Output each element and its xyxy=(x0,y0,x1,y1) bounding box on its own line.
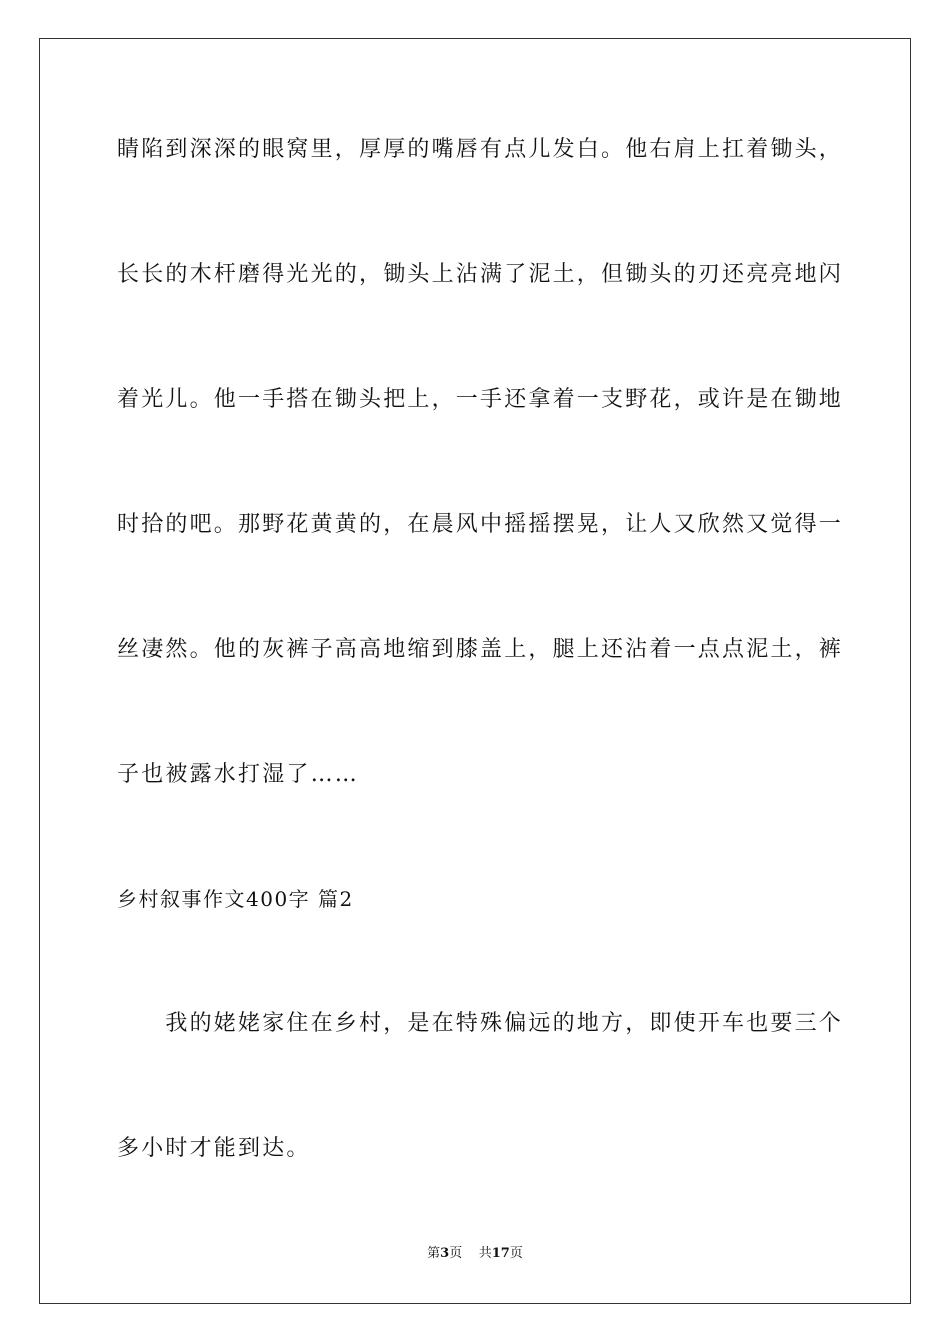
total-pages: 17 xyxy=(491,1246,510,1261)
paragraph-line: 丝凄然。他的灰裤子高高地缩到膝盖上，腿上还沾着一点点泥土，裤 xyxy=(117,637,844,662)
page-number: 3 xyxy=(440,1246,450,1261)
paragraph-line: 时拾的吧。那野花黄黄的，在晨风中摇摇摆晃，让人又欣然又觉得一 xyxy=(117,512,844,537)
paragraph-line: 多小时才能到达。 xyxy=(117,1136,311,1161)
page-suffix: 页 xyxy=(449,1246,463,1261)
paragraph-line: 子也被露水打湿了…… xyxy=(117,762,360,787)
total-prefix: 共 xyxy=(478,1246,492,1261)
total-suffix: 页 xyxy=(509,1246,523,1261)
section-heading: 乡村叙事作文400字 篇2 xyxy=(117,887,354,911)
page-border xyxy=(39,38,911,1304)
paragraph-line: 睛陷到深深的眼窝里，厚厚的嘴唇有点儿发白。他右肩上扛着锄头， xyxy=(117,137,844,162)
paragraph-line: 长长的木杆磨得光光的，锄头上沾满了泥土，但锄头的刃还亮亮地闪 xyxy=(117,262,844,287)
paragraph-line: 我的姥姥家住在乡村，是在特殊偏远的地方，即使开车也要三个 xyxy=(117,1011,844,1036)
page-prefix: 第 xyxy=(427,1246,441,1261)
page-footer xyxy=(0,1245,950,1263)
paragraph-line: 着光儿。他一手搭在锄头把上，一手还拿着一支野花，或许是在锄地 xyxy=(117,387,844,412)
